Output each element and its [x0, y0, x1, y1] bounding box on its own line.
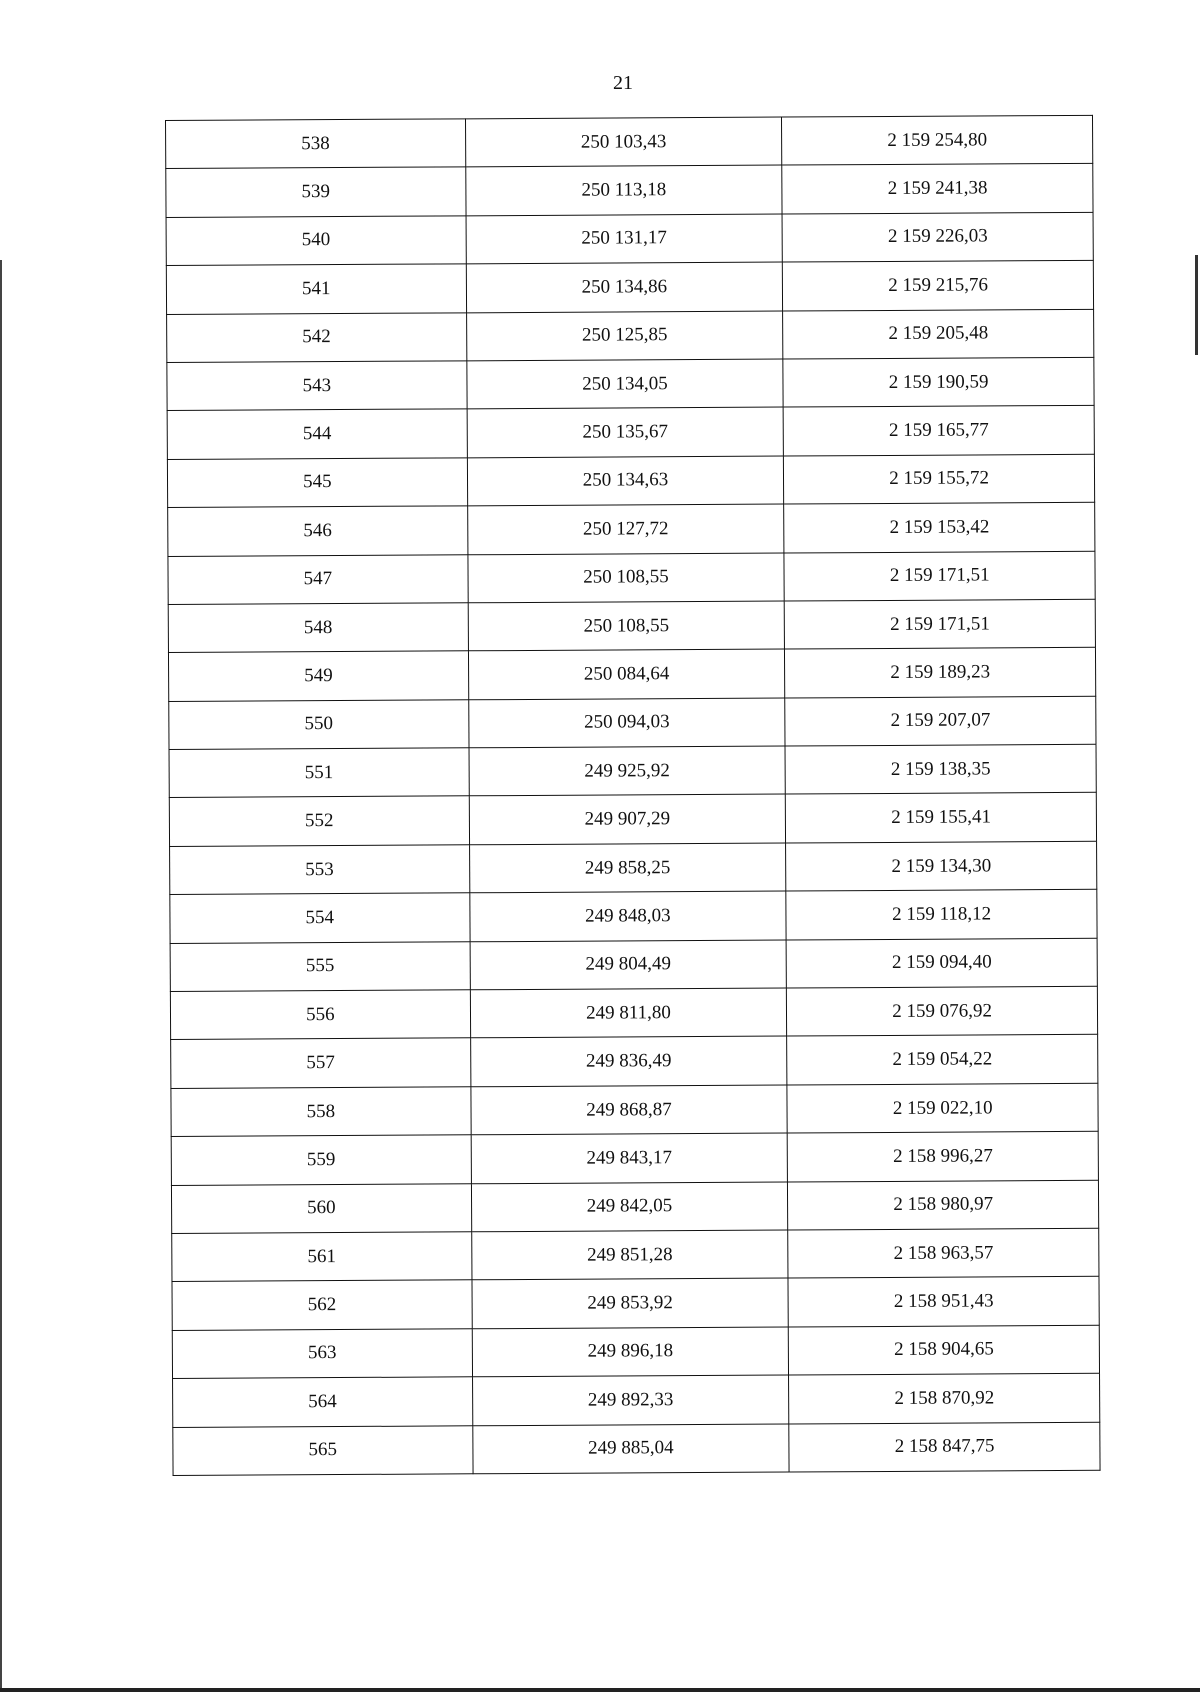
x-coordinate-cell: 249 892,33	[472, 1375, 789, 1425]
x-coordinate-cell: 249 853,92	[472, 1278, 789, 1328]
x-coordinate-cell: 249 885,04	[472, 1424, 789, 1474]
point-number-cell: 557	[171, 1038, 471, 1088]
point-number-cell: 560	[171, 1183, 471, 1233]
y-coordinate-cell: 2 158 963,57	[788, 1228, 1099, 1278]
x-coordinate-cell: 250 125,85	[466, 311, 783, 361]
x-coordinate-cell: 249 851,28	[471, 1230, 788, 1280]
y-coordinate-cell: 2 159 138,35	[785, 744, 1096, 794]
point-number-cell: 562	[172, 1280, 472, 1330]
y-coordinate-cell: 2 159 118,12	[786, 890, 1097, 940]
point-number-cell: 565	[173, 1425, 473, 1475]
point-number-cell: 555	[170, 941, 470, 991]
page-number: 21	[613, 72, 633, 94]
x-coordinate-cell: 250 084,64	[468, 649, 785, 699]
point-number-cell: 564	[173, 1377, 473, 1427]
x-coordinate-cell: 249 907,29	[469, 795, 786, 845]
x-coordinate-cell: 250 134,05	[466, 359, 783, 409]
x-coordinate-cell: 250 094,03	[468, 698, 785, 748]
y-coordinate-cell: 2 158 951,43	[788, 1277, 1099, 1327]
point-number-cell: 547	[168, 554, 468, 604]
point-number-cell: 541	[166, 264, 466, 314]
table-row	[170, 938, 1097, 992]
table-row	[172, 1228, 1099, 1282]
y-coordinate-cell: 2 159 215,76	[783, 260, 1094, 310]
x-coordinate-cell: 250 131,17	[466, 214, 783, 264]
page-edge-left	[0, 260, 2, 1690]
coordinates-table-body	[166, 115, 1101, 1475]
table-row	[170, 890, 1097, 944]
point-number-cell: 561	[172, 1232, 472, 1282]
x-coordinate-cell: 249 811,80	[470, 988, 787, 1038]
x-coordinate-cell: 250 113,18	[465, 165, 782, 215]
x-coordinate-cell: 249 896,18	[472, 1327, 789, 1377]
y-coordinate-cell: 2 159 076,92	[787, 986, 1098, 1036]
y-coordinate-cell: 2 158 847,75	[789, 1422, 1100, 1472]
point-number-cell: 551	[169, 748, 469, 798]
x-coordinate-cell: 250 135,67	[467, 407, 784, 457]
x-coordinate-cell: 250 108,55	[468, 601, 785, 651]
table-row	[169, 744, 1096, 798]
y-coordinate-cell: 2 159 155,41	[786, 793, 1097, 843]
y-coordinate-cell: 2 159 134,30	[786, 841, 1097, 891]
x-coordinate-cell: 249 925,92	[469, 746, 786, 796]
point-number-cell: 546	[168, 506, 468, 556]
table-row	[171, 1132, 1098, 1186]
y-coordinate-cell: 2 159 254,80	[782, 115, 1093, 165]
table-row	[170, 841, 1097, 895]
point-number-cell: 552	[169, 796, 469, 846]
y-coordinate-cell: 2 159 165,77	[783, 406, 1094, 456]
x-coordinate-cell: 249 804,49	[470, 940, 787, 990]
point-number-cell: 559	[171, 1135, 471, 1185]
y-coordinate-cell: 2 158 904,65	[789, 1325, 1100, 1375]
x-coordinate-cell: 250 108,55	[468, 553, 785, 603]
x-coordinate-cell: 249 836,49	[470, 1036, 787, 1086]
table-row	[172, 1277, 1099, 1331]
y-coordinate-cell: 2 159 171,51	[784, 599, 1095, 649]
point-number-cell: 543	[167, 361, 467, 411]
x-coordinate-cell: 249 858,25	[469, 843, 786, 893]
point-number-cell: 549	[168, 651, 468, 701]
point-number-cell: 548	[168, 603, 468, 653]
table-row	[166, 164, 1093, 218]
table-row	[170, 986, 1097, 1040]
table-row	[168, 551, 1095, 605]
y-coordinate-cell: 2 159 241,38	[782, 164, 1093, 214]
point-number-cell: 545	[167, 458, 467, 508]
y-coordinate-cell: 2 159 094,40	[786, 938, 1097, 988]
x-coordinate-cell: 250 134,63	[467, 456, 784, 506]
table-row	[166, 212, 1093, 266]
point-number-cell: 558	[171, 1087, 471, 1137]
point-number-cell: 538	[166, 119, 466, 169]
point-number-cell: 553	[170, 845, 470, 895]
table-row	[167, 357, 1094, 411]
table-row	[171, 1035, 1098, 1089]
y-coordinate-cell: 2 158 996,27	[787, 1132, 1098, 1182]
y-coordinate-cell: 2 158 870,92	[789, 1373, 1100, 1423]
table-row	[167, 309, 1094, 363]
x-coordinate-cell: 250 134,86	[466, 262, 783, 312]
y-coordinate-cell: 2 159 207,07	[785, 696, 1096, 746]
table-row	[169, 793, 1096, 847]
y-coordinate-cell: 2 159 054,22	[787, 1035, 1098, 1085]
x-coordinate-cell: 249 848,03	[469, 891, 786, 941]
y-coordinate-cell: 2 158 980,97	[788, 1180, 1099, 1230]
y-coordinate-cell: 2 159 155,72	[784, 454, 1095, 504]
y-coordinate-cell: 2 159 153,42	[784, 502, 1095, 552]
x-coordinate-cell: 249 842,05	[471, 1182, 788, 1232]
y-coordinate-cell: 2 159 022,10	[787, 1083, 1098, 1133]
table-row	[167, 454, 1094, 508]
point-number-cell: 542	[167, 312, 467, 362]
point-number-cell: 563	[172, 1329, 472, 1379]
table-row	[168, 502, 1095, 556]
table-row	[167, 406, 1094, 460]
x-coordinate-cell: 249 843,17	[471, 1133, 788, 1183]
y-coordinate-cell: 2 159 190,59	[783, 357, 1094, 407]
y-coordinate-cell: 2 159 226,03	[782, 212, 1093, 262]
table-row	[166, 115, 1093, 169]
x-coordinate-cell: 250 127,72	[467, 504, 784, 554]
point-number-cell: 550	[169, 700, 469, 750]
point-number-cell: 539	[166, 167, 466, 217]
page-edge-right	[1195, 255, 1198, 355]
point-number-cell: 556	[170, 990, 470, 1040]
x-coordinate-cell: 250 103,43	[465, 117, 782, 167]
point-number-cell: 540	[166, 216, 466, 266]
table-row	[169, 696, 1096, 750]
y-coordinate-cell: 2 159 189,23	[785, 648, 1096, 698]
table-row	[166, 260, 1093, 314]
table-row	[173, 1373, 1100, 1427]
table-row	[168, 648, 1095, 702]
point-number-cell: 544	[167, 409, 467, 459]
table-row	[171, 1083, 1098, 1137]
table-row	[171, 1180, 1098, 1234]
table-row	[173, 1422, 1100, 1476]
page-edge-bottom	[0, 1688, 1200, 1692]
x-coordinate-cell: 249 868,87	[471, 1085, 788, 1135]
y-coordinate-cell: 2 159 205,48	[783, 309, 1094, 359]
coordinates-table	[165, 115, 1101, 1476]
table-row	[172, 1325, 1099, 1379]
y-coordinate-cell: 2 159 171,51	[784, 551, 1095, 601]
table-row	[168, 599, 1095, 653]
point-number-cell: 554	[170, 893, 470, 943]
